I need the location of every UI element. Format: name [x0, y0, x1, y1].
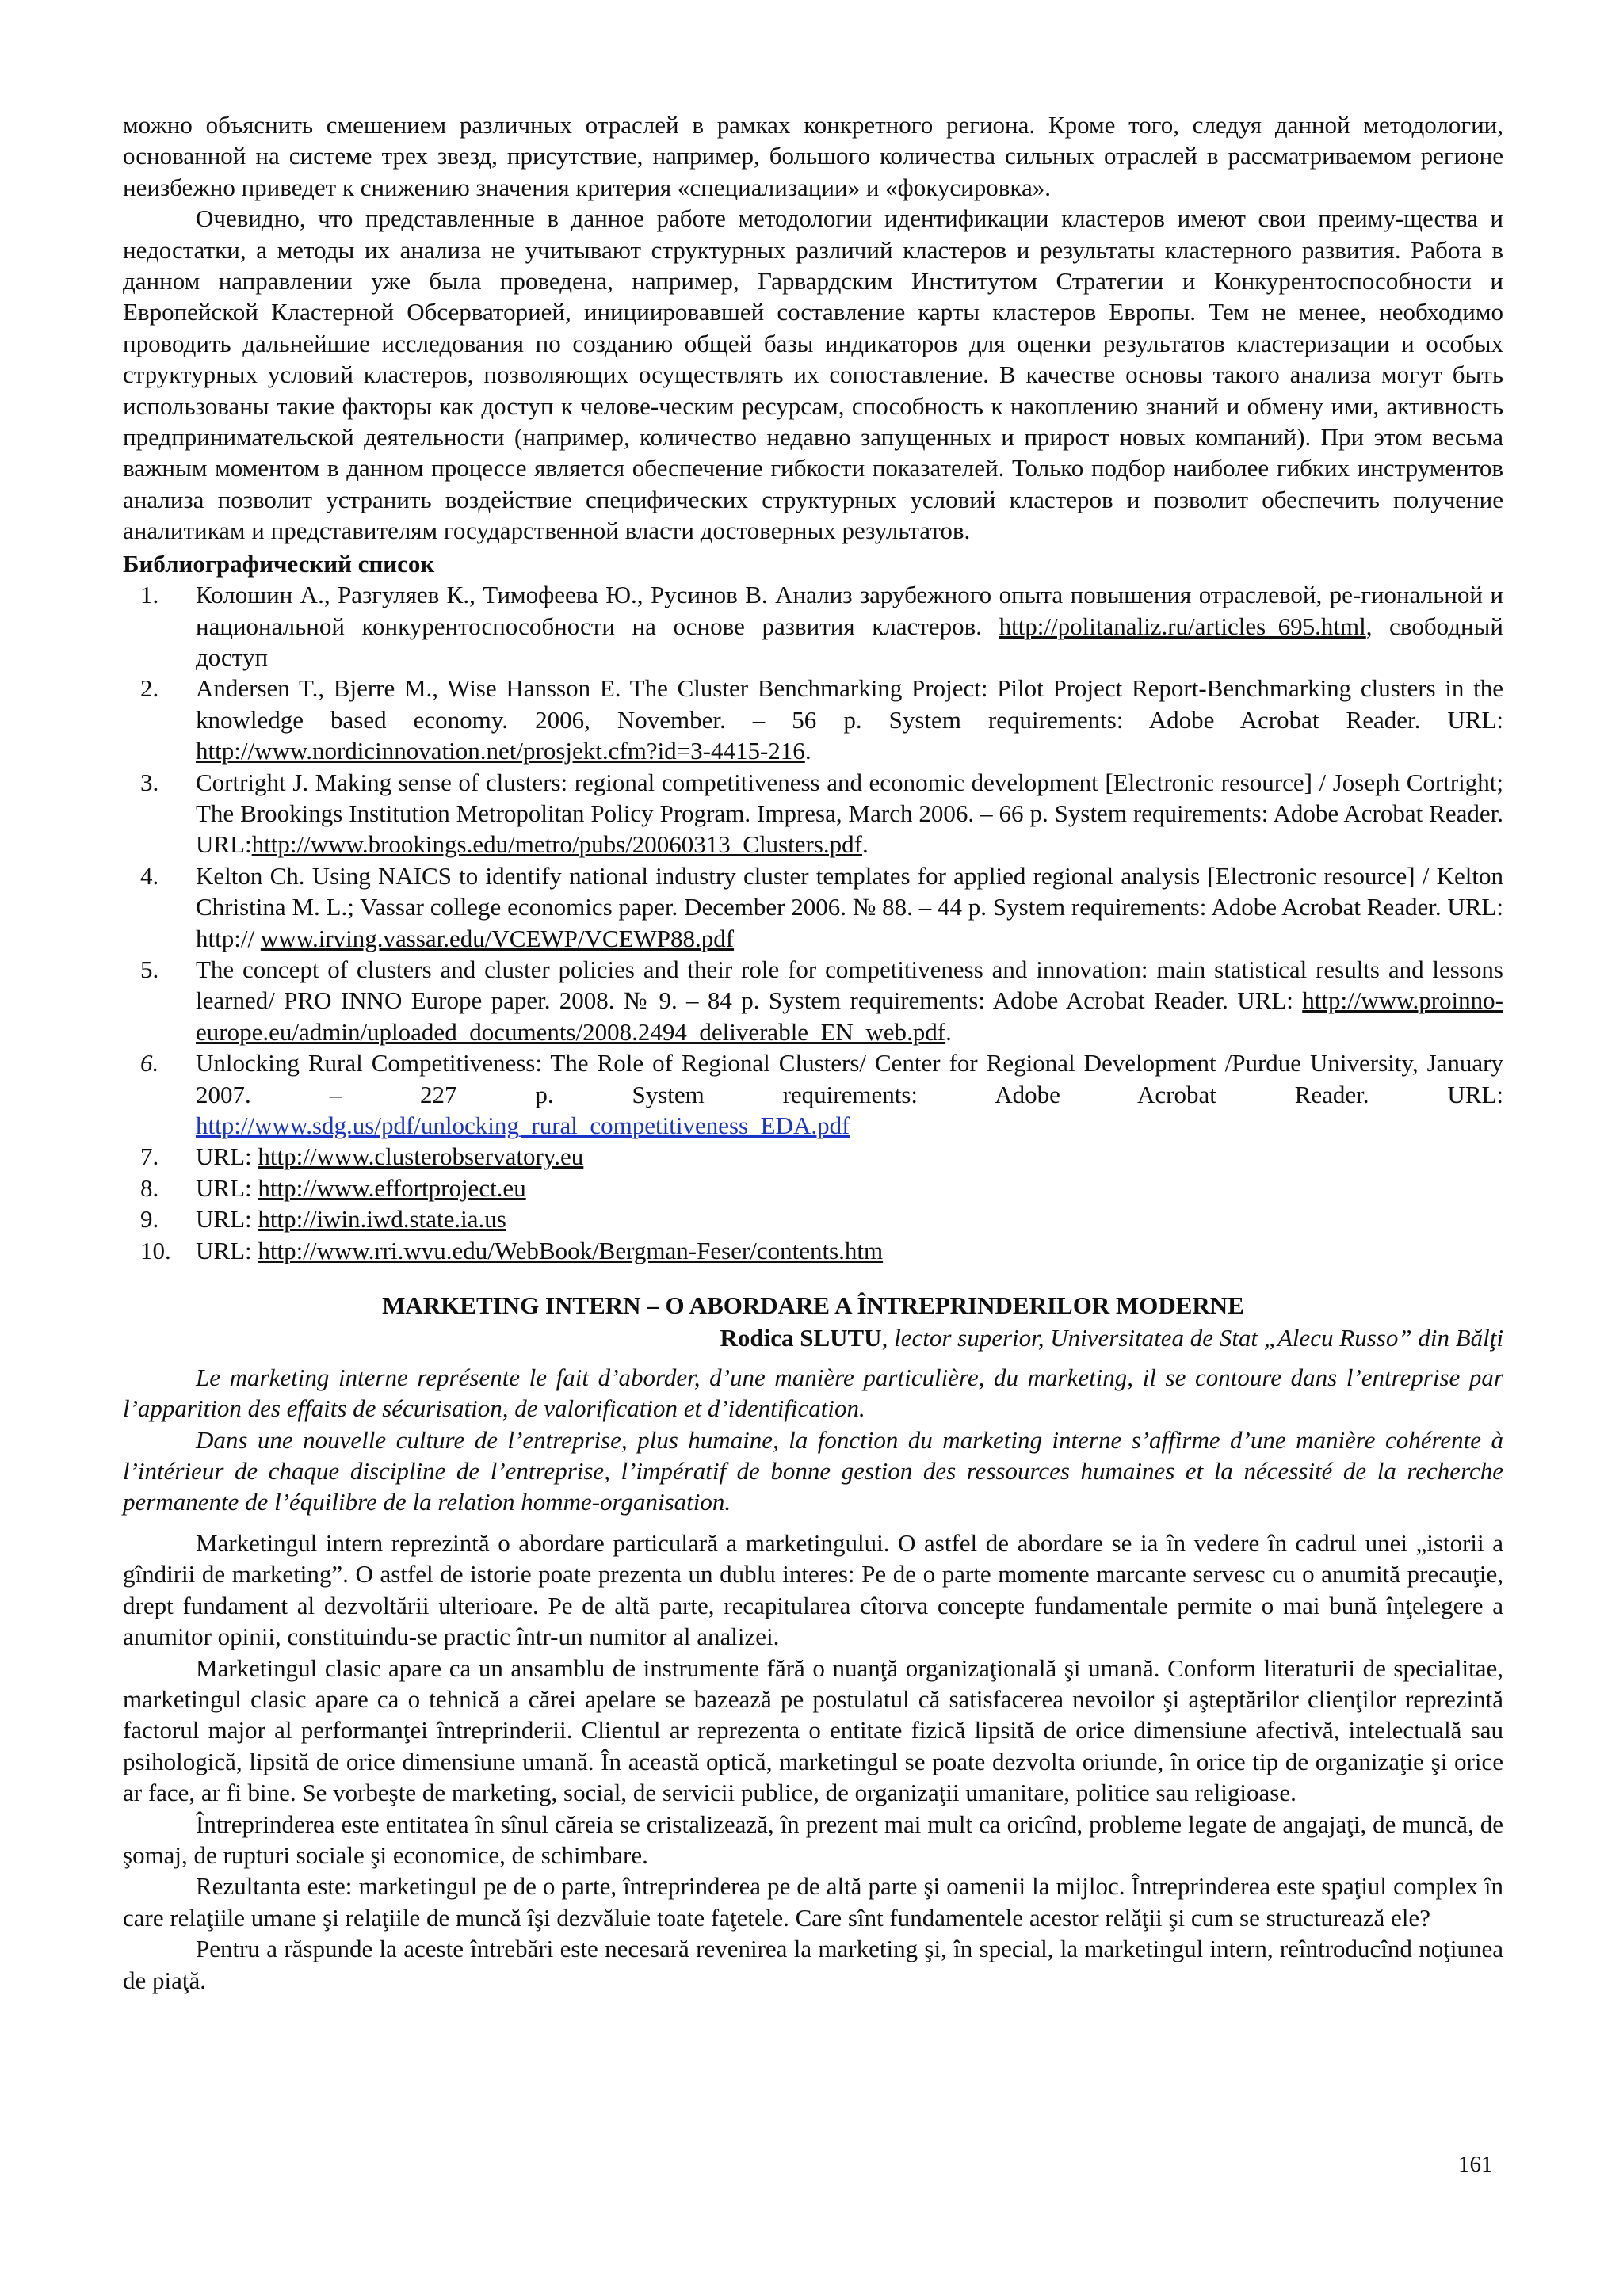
bib-item-8: [123, 1173, 1503, 1203]
bib-item-text: Unlocking Rural Competitiveness: The Role of Regional Clusters/ Center for Regional Development /Purdue University, January 2007. – 227 p. System requirements: Adobe Acrobat Reader. URL:: [196, 1049, 1503, 1108]
bib-item-number: 2.: [140, 674, 159, 703]
article-title: MARKETING INTERN – O ABORDARE A ÎNTREPRINDERILOR MODERNE: [382, 1291, 1244, 1320]
bib-item-after: .: [862, 830, 869, 859]
abstract-paragraph-2: Dans une nouvelle culture de l’entreprise, plus humaine, la fonction du marketing interne s’affirme d’une manière cohérente à l’intérieur de chaque discipline de l’entreprise, l’impératif de bonne gestion des ressources humaines et la nécessité de la recherche permanente de l’équilibre de la relation homme-organisation.: [123, 1425, 1503, 1516]
body-paragraph-1: Marketingul intern reprezintă o abordare particulară a marketingului. O astfel de abordare se ia în vedere în cadrul unei „istorii a gîndirii de marketing”. O astfel de istorie poate prezenta un dublu interes: Pe de o parte momente marcante servesc cu o anumită precauţie, drept fundament al dezvoltării ulterioare. Pe de altă parte, recapitularea cîtorva concepte fundamentale permite o mai bună înţelegere a anumitor opinii, constituindu-se practic într-un numitor al analizei.: [123, 1528, 1503, 1651]
page-number: 161: [1458, 2152, 1493, 2177]
bibliography-list: [123, 579, 1503, 1266]
bib-item-number: 7.: [140, 1142, 159, 1171]
bib-item-number: 4.: [140, 861, 159, 890]
bib-item-number: 3.: [140, 768, 159, 796]
bib-item-link[interactable]: http://www.sdg.us/pdf/unlocking_rural_competitiveness_EDA.pdf: [196, 1112, 850, 1139]
bib-item-5: [123, 954, 1503, 1047]
bibliography-heading: Библиографический список: [123, 549, 435, 578]
bib-item-number: 10.: [140, 1236, 171, 1264]
bib-item-text: URL:: [196, 1142, 258, 1171]
bib-item-link[interactable]: http://www.brookings.edu/metro/pubs/20060313_Clusters.pdf: [251, 830, 862, 859]
bib-item-number: 5.: [140, 955, 159, 983]
bib-item-after: , свободный доступ: [196, 612, 1503, 671]
bib-item-3: [123, 767, 1503, 860]
bib-item-number: 8.: [140, 1173, 159, 1202]
author-affiliation: lector superior, Universitatea de Stat „Alecu Russo” din Bălţi: [894, 1324, 1503, 1352]
author-name: Rodica SLUTU: [720, 1324, 882, 1352]
bib-item-link[interactable]: http://politanaliz.ru/articles_695.html: [999, 612, 1366, 640]
bib-item-link[interactable]: http://www.effortproject.eu: [258, 1173, 526, 1202]
bib-item-link[interactable]: http://www.proinno-europe.eu/admin/uploaded_documents/2008.2494_deliverable_EN_web.pdf: [196, 986, 1503, 1046]
bib-item-link[interactable]: http://www.rri.wvu.edu/WebBook/Bergman-Feser/contents.htm: [258, 1236, 884, 1264]
bib-item-link[interactable]: www.irving.vassar.edu/VCEWP/VCEWP88.pdf: [260, 924, 735, 952]
bib-item-number: 9.: [140, 1205, 159, 1234]
author-separator: ,: [881, 1324, 895, 1352]
bib-item-2: [123, 673, 1503, 766]
bib-item-text: The concept of clusters and cluster policies and their role for competitiveness and innovation: main statistical results and lessons learned/ PRO INNO Europe paper. 2008. № 9. – 84 p. System requirements: Adobe Acrobat Reader. URL:: [196, 955, 1503, 1015]
bib-item-number: 6.: [140, 1049, 159, 1077]
bib-item-after: .: [804, 737, 812, 765]
page-content: [123, 109, 1503, 1996]
abstract-paragraph-1: Le marketing interne représente le fait d’aborder, d’une manière particulière, du marketing, il se contoure dans l’entreprise par l’apparition des effaits de sécurisation, de valorification et d’identification.: [123, 1363, 1503, 1423]
body-paragraph-4: Rezultanta este: marketingul pe de o parte, întreprinderea pe de altă parte şi oamenii la mijloc. Întreprinderea este spaţiul complex în care relaţiile umane şi relaţiile de muncă îşi dezvăluie toate faţetele. Care sînt fundamentele acestor relăţii şi cum se structurează ele?: [123, 1872, 1503, 1932]
bib-item-text: URL:: [196, 1205, 258, 1234]
bib-item-link[interactable]: http://www.nordicinnovation.net/prosjekt.cfm?id=3-4415-216: [196, 737, 805, 765]
bib-item-9: [123, 1203, 1503, 1234]
body-paragraph-2: Marketingul clasic apare ca un ansamblu de instrumente fără o nuanţă organizaţională şi umană. Conform literaturii de specialitae, marketingul clasic apare ca o tehnică a cărei apelare se bazează pe postulatul că satisfacerea nevoilor şi aşteptărilor clienţilor reprezintă factorul major al performanţei întreprinderii. Clientul ar reprezenta o entitate fizică lipsită de orice dimensiune afectivă, intelectuală sau psihologică, lipsită de orice dimensiune umană. În această optică, marketingul se poate dezvolta oriunde, în orice tip de organizaţie şi orice ar face, ar fi bine. Se vorbeşte de marketing, social, de servicii publice, de organizaţii umanitare, politice sau religioase.: [123, 1653, 1503, 1807]
bib-item-4: [123, 860, 1503, 954]
body-paragraph-5: Pentru a răspunde la aceste întrebări este necesară revenirea la marketing şi, în special, la marketingul intern, reîntroducînd noţiunea de piaţă.: [123, 1935, 1503, 1994]
bib-item-link[interactable]: http://iwin.iwd.state.ia.us: [258, 1205, 506, 1234]
bib-item-10: [123, 1235, 1503, 1266]
bib-item-text: Колошин А., Разгуляев К., Тимофеева Ю., Русинов В. Анализ зарубежного опыта повышения отраслевой, ре-гиональной и национальной конкурентоспособности на основе развития кластеров.: [196, 581, 1503, 640]
ru-paragraph-2: Очевидно, что представленные в данное работе методологии идентификации кластеров имеют свои преиму-щества и недостатки, а методы их анализа не учитывают структурных различий кластеров и результаты кластерного развития. Работа в данном направлении уже была проведена, например, Гарвардским Институтом Стратегии и Конкурентоспособности и Европейской Кластерной Обсерваторией, инициировавшей составление карты кластеров Европы. Тем не менее, необходимо проводить дальнейшие исследования по созданию общей базы индикаторов для оценки результатов кластеризации и особых структурных условий кластеров, позволяющих осуществлять их сопоставление. В качестве основы такого анализа могут быть использованы такие факторы как доступ к челове-ческим ресурсам, способность к накоплению знаний и обмену ими, активность предпринимательской деятельности (например, количество недавно запущенных и прирост новых компаний). При этом весьма важным моментом в данном процессе является обеспечение гибкости показателей. Только подбор наиболее гибких инструментов анализа позволит устранить воздействие специфических структурных условий кластеров и позволит обеспечить получение аналитикам и представителям государственной власти достоверных результатов.: [123, 204, 1503, 545]
bib-item-text: URL:: [196, 1236, 258, 1264]
bib-item-text: Andersen T., Bjerre M., Wise Hansson E. The Cluster Benchmarking Project: Pilot Project Report-Benchmarking clusters in the knowledge based economy. 2006, November. – 56 p. System requirements: Adobe Acrobat Reader. URL:: [196, 674, 1503, 734]
bib-item-text: URL:: [196, 1173, 258, 1202]
bib-item-text: Kelton Ch. Using NAICS to identify national industry cluster templates for applied regional analysis [Electronic resource] / Kelton Christina M. L.; Vassar college economics paper. December 2006. № 88. – 44 p. System requirements: Adobe Acrobat Reader. URL: http://: [196, 861, 1503, 952]
body-paragraph-3: Întreprinderea este entitatea în sînul căreia se cristalizează, în prezent mai mult ca oricînd, probleme legate de angajaţi, de muncă, de şomaj, de rupturi sociale şi economice, de schimbare.: [123, 1810, 1503, 1869]
bib-item-link[interactable]: http://www.clusterobservatory.eu: [258, 1142, 584, 1171]
article-author: [123, 1322, 1503, 1353]
bib-item-6: [123, 1047, 1503, 1141]
bib-item-7: [123, 1141, 1503, 1172]
bib-item-text: Cortright J. Making sense of clusters: regional competitiveness and economic development [Electronic resource] / Joseph Cortright; The Brookings Institution Metropolitan Policy Program. Impresa, March 2006. – 66 p. System requirements: Adobe Acrobat Reader. URL:: [196, 768, 1503, 859]
ru-paragraph-1: можно объяснить смешением различных отраслей в рамках конкретного региона. Кроме того, следуя данной методологии, основанной на системе трех звезд, присутствие, например, большого количества сильных отраслей в рассматриваемом регионе неизбежно приведет к снижению значения критерия «специализации» и «фокусировка».: [123, 111, 1503, 201]
bib-item-number: 1.: [140, 581, 159, 609]
bib-item-after: .: [945, 1017, 952, 1046]
bib-item-1: [123, 579, 1503, 673]
